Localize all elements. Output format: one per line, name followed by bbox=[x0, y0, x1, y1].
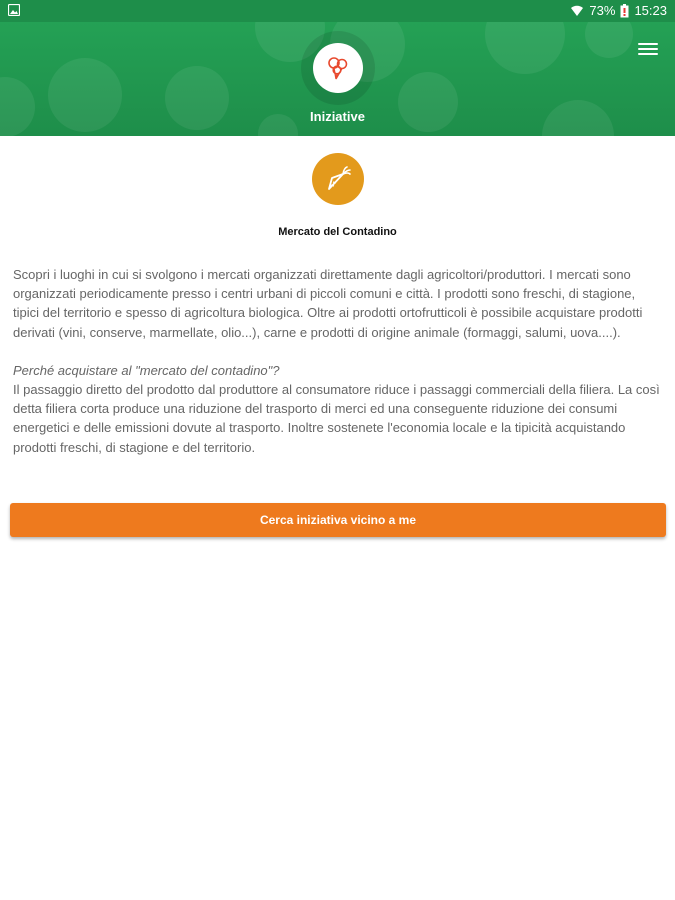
faq-answer: Il passaggio diretto del prodotto dal produttore al consumatore riduce i passaggi commerciali della filiera. La così detta filiera corta produce una riduzione del trasporto di merci ed una conseguente riduzione dei consumi energetici e delle emissioni dovute al trasporto. Inoltre sostenete l'economia locale e la tipicità acquistando prodotti freschi, di stagione e del territorio. bbox=[13, 382, 660, 455]
status-bar bbox=[0, 0, 675, 22]
menu-button[interactable] bbox=[636, 40, 660, 58]
balloons-logo-icon bbox=[323, 53, 353, 83]
battery-percent: 73% bbox=[589, 3, 616, 18]
page-title: Iniziative bbox=[310, 109, 365, 124]
image-notification-icon bbox=[8, 4, 20, 16]
app-logo bbox=[313, 43, 363, 93]
decorative-bubble bbox=[585, 22, 633, 58]
description-block bbox=[13, 265, 663, 457]
decorative-bubble bbox=[0, 77, 35, 136]
decorative-bubble bbox=[485, 22, 565, 74]
faq-question: Perché acquistare al "mercato del contadino"? bbox=[13, 362, 280, 378]
search-nearby-button[interactable]: Cerca iniziativa vicino a me bbox=[10, 503, 666, 537]
description-paragraph: Scopri i luoghi in cui si svolgono i mercati organizzati direttamente dagli agricoltori/produttori. I mercati sono organizzati periodicamente presso i centri urbani di piccoli comuni e città. I prodotti sono freschi, di stagione, tipici del territorio e spesso di agricoltura biologica. Oltre ai prodotti ortofrutticoli è possibile acquistare prodotti derivati (vini, conserve, marmellate, olio...), carne e prodotti di origine animale (formaggi, salumi, uova....). bbox=[13, 267, 643, 340]
app-header bbox=[0, 22, 675, 136]
section-title: Mercato del Contadino bbox=[278, 226, 397, 238]
carrot-icon bbox=[323, 164, 353, 194]
section-icon-badge bbox=[312, 153, 364, 205]
wifi-icon bbox=[570, 4, 584, 18]
clock: 15:23 bbox=[634, 3, 667, 18]
hamburger-menu-icon bbox=[638, 43, 658, 45]
battery-icon bbox=[620, 4, 629, 18]
